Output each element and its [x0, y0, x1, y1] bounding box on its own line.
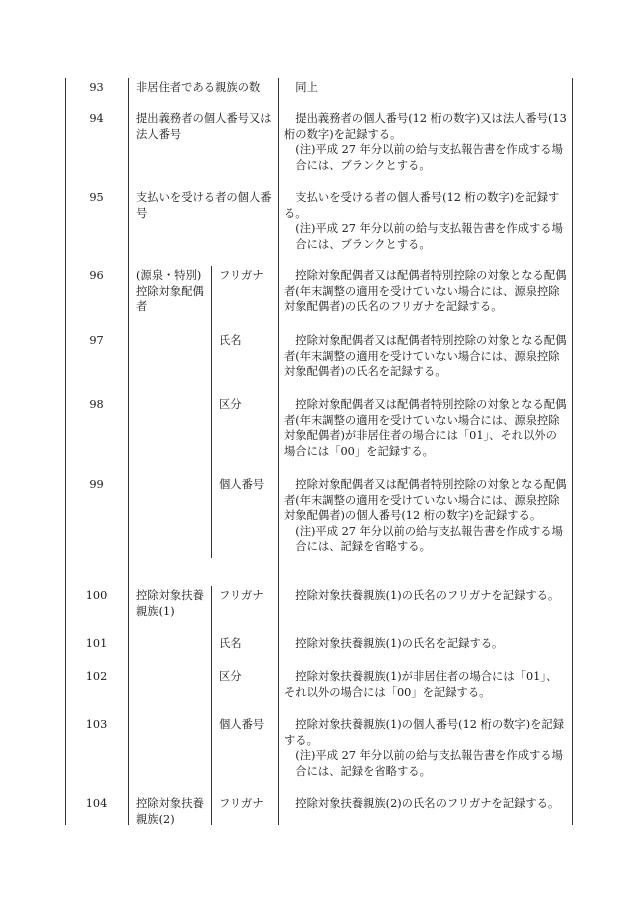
item-description — [284, 588, 567, 604]
row-number: 98 — [89, 398, 104, 411]
description-note: (注)平成 27 年分以前の給与支払報告書を作成する場合には、記録を省略する。 — [295, 524, 563, 554]
row-number: 93 — [89, 81, 104, 94]
description-note: (注)平成 27 年分以前の給与支払報告書を作成する場合には、ブランクとする。 — [295, 222, 563, 251]
description-text: 控除対象扶養親族(1)の個人番号(12 桁の数字)を記録する。 — [284, 718, 565, 747]
row-number: 101 — [85, 637, 108, 650]
description-text: 控除対象配偶者又は配偶者特別控除の対象となる配偶者(年末調整の適用を受けていない場合には、源泉控除対象配偶者)の個人番号(12 桁の数字)を記録する。 — [284, 478, 567, 523]
group-name: (源泉・特別)控除対象配偶者 — [136, 269, 204, 314]
item-description — [284, 111, 567, 173]
row-number: 96 — [89, 269, 104, 282]
row-number: 95 — [89, 191, 104, 204]
item-description — [284, 796, 567, 812]
sub-item-name: 個人番号 — [219, 478, 265, 491]
group-name: 控除対象扶養親族(1) — [136, 589, 204, 618]
description-text: 控除対象配偶者又は配偶者特別控除の対象となる配偶者(年末調整の適用を受けていない場合には、源泉控除対象配偶者)の氏名を記録する。 — [284, 334, 567, 379]
table-right-border — [572, 78, 573, 825]
item-name: 支払いを受ける者の個人番号 — [136, 191, 272, 220]
item-description — [284, 477, 567, 555]
sub-item-name: フリガナ — [219, 797, 264, 810]
description-text: 控除対象扶養親族(1)の氏名のフリガナを記録する。 — [295, 589, 560, 602]
description-text: 控除対象扶養親族(2)の氏名のフリガナを記録する。 — [295, 797, 560, 810]
item-description — [284, 190, 567, 252]
description-note: (注)平成 27 年分以前の給与支払報告書を作成する場合には、ブランクとする。 — [295, 143, 563, 172]
description-note: (注)平成 27 年分以前の給与支払報告書を作成する場合には、記録を省略する。 — [295, 749, 563, 778]
row-number: 104 — [85, 797, 108, 810]
item-description — [284, 80, 567, 96]
description-text: 支払いを受ける者の個人番号(12 桁の数字)を記録する。 — [284, 191, 560, 220]
sub-item-name: フリガナ — [219, 589, 264, 602]
subcolumn-divider-dependents — [211, 586, 212, 825]
row-number: 97 — [89, 334, 104, 347]
subcolumn-divider-spouse — [211, 266, 212, 558]
item-description — [284, 717, 567, 779]
item-description — [284, 397, 567, 459]
row-number: 103 — [85, 718, 108, 731]
sub-item-name: 氏名 — [219, 637, 242, 650]
item-name: 提出義務者の個人番号又は法人番号 — [136, 112, 272, 141]
description-text: 控除対象配偶者又は配偶者特別控除の対象となる配偶者(年末調整の適用を受けていない場合には、源泉控除対象配偶者)の氏名のフリガナを記録する。 — [284, 269, 567, 314]
item-name: 非居住者である親族の数 — [136, 81, 261, 94]
row-number: 100 — [85, 589, 108, 602]
sub-item-name: 氏名 — [219, 334, 242, 347]
sub-item-name: フリガナ — [219, 269, 264, 282]
sub-item-name: 区分 — [219, 670, 242, 683]
column-divider-number — [128, 78, 129, 825]
description-text: 同上 — [295, 81, 318, 94]
sub-item-name: 区分 — [219, 398, 242, 411]
row-number: 99 — [89, 478, 104, 491]
description-text: 控除対象扶養親族(1)が非居住者の場合には「01」、それ以外の場合には「00」を記録する。 — [284, 670, 558, 699]
group-name: 控除対象扶養親族(2) — [136, 797, 204, 826]
description-text: 控除対象扶養親族(1)の氏名を記録する。 — [295, 637, 504, 650]
row-number: 102 — [85, 670, 108, 683]
item-description — [284, 333, 567, 380]
sub-item-name: 個人番号 — [219, 718, 265, 731]
description-text: 控除対象配偶者又は配偶者特別控除の対象となる配偶者(年末調整の適用を受けていない場合には、源泉控除対象配偶者)が非居住者の場合には「01」、それ以外の場合には「00」を記録する。 — [284, 398, 567, 458]
item-description — [284, 268, 567, 315]
item-description — [284, 669, 567, 700]
item-description — [284, 636, 567, 652]
column-divider-item — [278, 78, 279, 825]
row-number: 94 — [89, 112, 104, 125]
description-text: 提出義務者の個人番号(12 桁の数字)又は法人番号(13 桁の数字)を記録する。 — [284, 112, 567, 141]
